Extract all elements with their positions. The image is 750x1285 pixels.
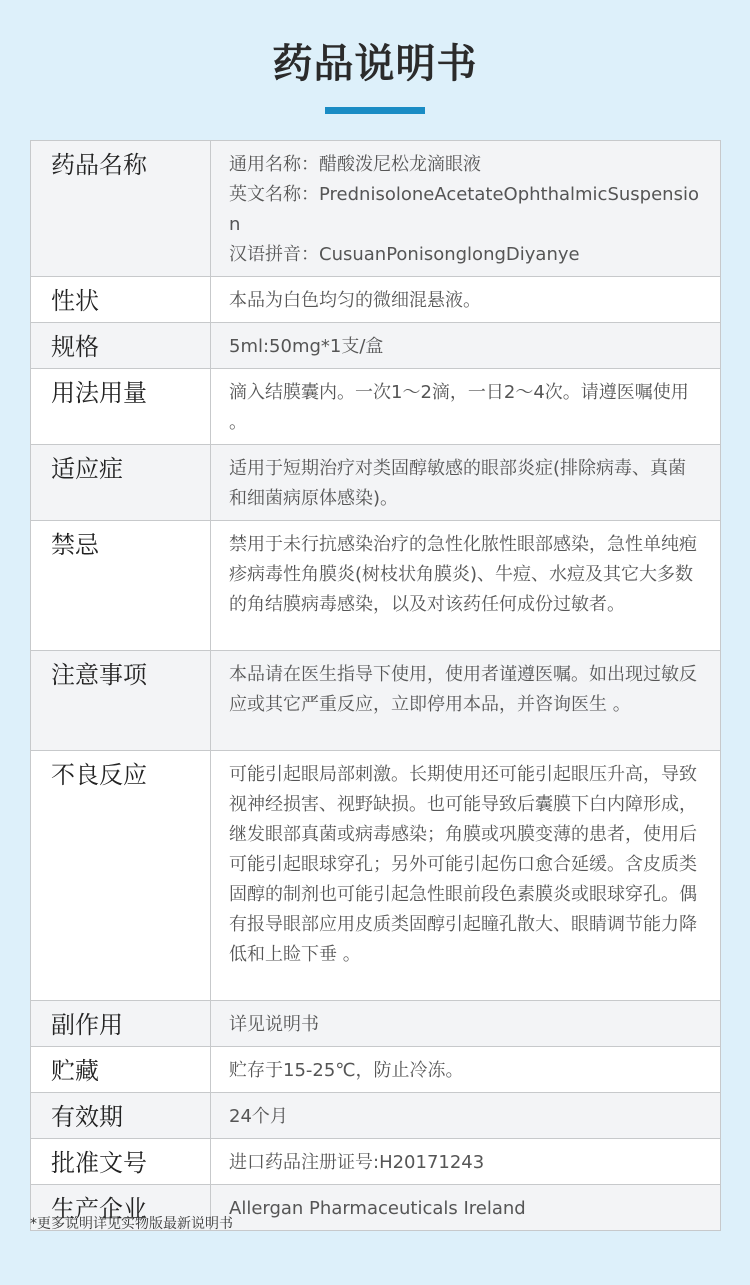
row-value: 进口药品注册证号:H20171243 — [211, 1139, 721, 1185]
row-dosage — [31, 369, 721, 445]
row-label: 用法用量 — [31, 369, 211, 445]
english-name-line: 英文名称：PrednisoloneAcetateOphthalmicSuspension — [229, 184, 699, 235]
row-label: 贮藏 — [31, 1047, 211, 1093]
row-adverse-reactions — [31, 751, 721, 1001]
row-label: 性状 — [31, 277, 211, 323]
footnote: *更多说明详见实物版最新说明书 — [30, 1216, 233, 1232]
row-label: 不良反应 — [31, 751, 211, 1001]
row-label: 批准文号 — [31, 1139, 211, 1185]
row-appearance — [31, 277, 721, 323]
row-value: Allergan Pharmaceuticals Ireland — [211, 1185, 721, 1231]
drug-info-table — [30, 140, 721, 1231]
row-label: 禁忌 — [31, 521, 211, 651]
row-specification — [31, 323, 721, 369]
row-label: 适应症 — [31, 445, 211, 521]
row-value: 贮存于15-25℃，防止冷冻。 — [211, 1047, 721, 1093]
row-drug-name — [31, 141, 721, 277]
row-value: 本品请在医生指导下使用，使用者谨遵医嘱。如出现过敏反应或其它严重反应，立即停用本品，并咨询医生 。 — [211, 651, 721, 751]
row-value: 禁用于未行抗感染治疗的急性化脓性眼部感染，急性单纯疱疹病毒性角膜炎(树枝状角膜炎)、牛痘、水痘及其它大多数的角结膜病毒感染，以及对该药任何成份过敏者。 — [211, 521, 721, 651]
row-indications — [31, 445, 721, 521]
row-value: 24个月 — [211, 1093, 721, 1139]
row-label: 生产企业 — [31, 1185, 211, 1231]
pinyin-name-line: 汉语拼音：CusuanPonisonglongDiyanye — [229, 244, 580, 265]
page-header — [0, 0, 750, 130]
page-title: 药品说明书 — [272, 41, 478, 87]
row-contraindications — [31, 521, 721, 651]
row-storage — [31, 1047, 721, 1093]
row-precautions — [31, 651, 721, 751]
row-value: 滴入结膜囊内。一次1～2滴，一日2～4次。请遵医嘱使用 。 — [211, 369, 721, 445]
row-label: 注意事项 — [31, 651, 211, 751]
row-value — [211, 141, 721, 277]
row-value: 本品为白色均匀的微细混悬液。 — [211, 277, 721, 323]
row-label: 药品名称 — [31, 141, 211, 277]
row-value: 适用于短期治疗对类固醇敏感的眼部炎症(排除病毒、真菌和细菌病原体感染)。 — [211, 445, 721, 521]
row-value: 详见说明书 — [211, 1001, 721, 1047]
row-label: 副作用 — [31, 1001, 211, 1047]
row-value: 5ml:50mg*1支/盒 — [211, 323, 721, 369]
title-underline — [325, 107, 425, 114]
row-approval-number — [31, 1139, 721, 1185]
row-label: 规格 — [31, 323, 211, 369]
row-expiry — [31, 1093, 721, 1139]
row-label: 有效期 — [31, 1093, 211, 1139]
row-value: 可能引起眼局部刺激。长期使用还可能引起眼压升高，导致视神经损害、视野缺损。也可能导致后囊膜下白内障形成，继发眼部真菌或病毒感染；角膜或巩膜变薄的患者，使用后可能引起眼球穿孔；另外可能引起伤口愈合延缓。含皮质类固醇的制剂也可能引起急性眼前段色素膜炎或眼球穿孔。偶有报导眼部应用皮质类固醇引起瞳孔散大、眼睛调节能力降低和上睑下垂 。 — [211, 751, 721, 1001]
generic-name-line: 通用名称：醋酸泼尼松龙滴眼液 — [229, 154, 481, 175]
row-side-effects — [31, 1001, 721, 1047]
